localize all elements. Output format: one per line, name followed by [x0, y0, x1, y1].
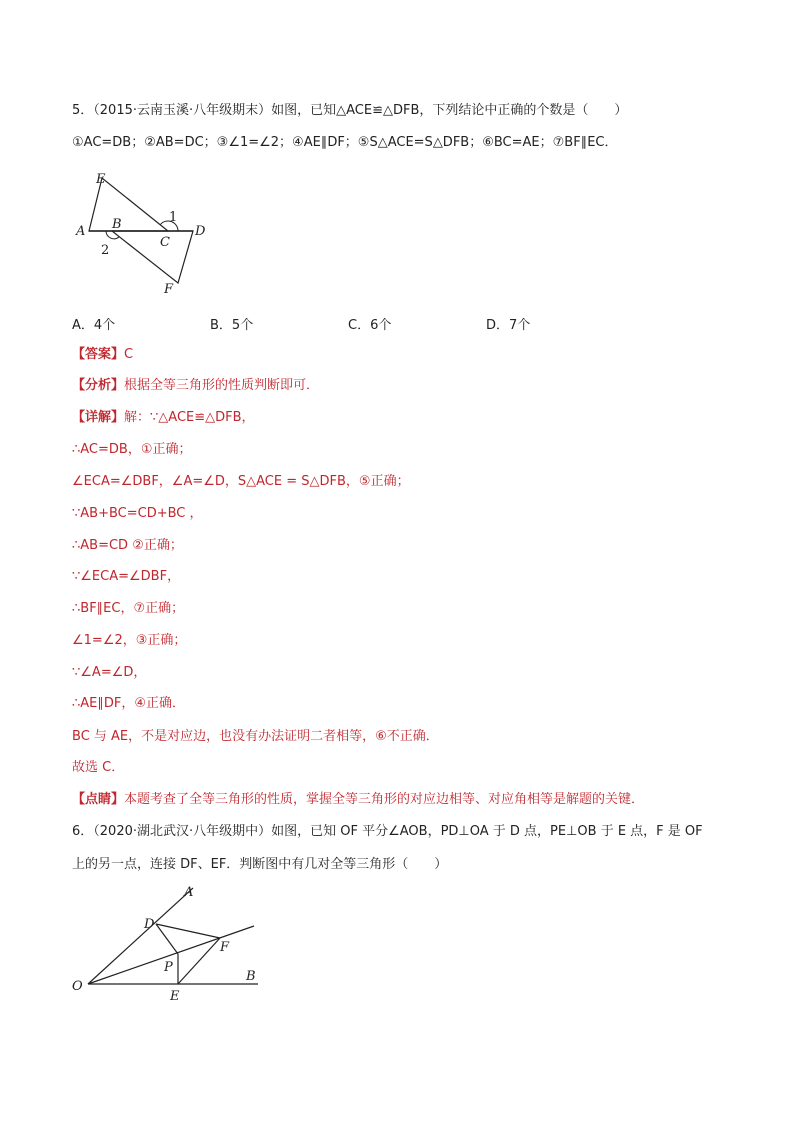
q5-detail-11: 故选 C． — [72, 760, 125, 775]
q5-option-c: C．6个 — [348, 318, 392, 333]
analysis-tag: 【分析】 — [72, 378, 125, 393]
q5-detail-10: BC 与 AE，不是对应边，也没有办法证明二者相等，⑥不正确． — [72, 729, 439, 744]
q6-figure — [68, 880, 268, 1005]
q5-detail-0 — [72, 408, 255, 428]
answer-tag: 【答案】 — [72, 347, 125, 362]
q6-label-E: E — [170, 989, 180, 1004]
q6-label-D: D — [144, 917, 155, 932]
q5-detail-8: ∵∠A=∠D， — [72, 665, 147, 680]
q5-label-F: F — [164, 282, 174, 297]
q6-label-P: P — [164, 960, 173, 975]
q5-option-a: A．4个 — [72, 318, 116, 333]
comment-tag: 【点睛】 — [72, 792, 125, 807]
q5-answer — [72, 345, 133, 365]
q6-label-F: F — [220, 940, 230, 955]
q5-detail-5: ∵∠ECA=∠DBF， — [72, 569, 181, 584]
q5-detail-1: ∴AC=DB，①正确； — [72, 442, 192, 457]
q5-option-d: D．7个 — [486, 318, 531, 333]
q5-option-b: B．5个 — [210, 318, 254, 333]
analysis-text: 根据全等三角形的性质判断即可． — [124, 378, 320, 393]
answer-value: C — [124, 347, 134, 362]
q5-conditions: ①AC=DB；②AB=DC；③∠1=∠2；④AE∥DF；⑤S△ACE=S△DFB；⑥BC=AE；⑦BF∥EC． — [72, 135, 618, 150]
q5-detail-3: ∵AB+BC=CD+BC ， — [72, 506, 203, 521]
q6-label-A: A — [184, 885, 194, 900]
q5-detail-6: ∴BF∥EC，⑦正确； — [72, 601, 185, 616]
q5-label-C: C — [160, 235, 170, 250]
q5-label-E: E — [96, 172, 106, 187]
q5-detail-7: ∠1=∠2，③正确； — [72, 633, 187, 648]
q5-stem: 5．（2015·云南玉溪·八年级期末）如图，已知△ACE≌△DFB，下列结论中正确的个数是（ ） — [72, 103, 628, 118]
q5-detail-4: ∴AB=CD ②正确； — [72, 538, 183, 553]
q6-label-O: O — [72, 979, 83, 994]
q5-analysis — [72, 376, 319, 396]
q5-comment — [72, 790, 644, 810]
q6-stem-line2: 上的另一点，连接 DF、EF．判断图中有几对全等三角形（ ） — [72, 857, 448, 872]
detail-line: 解：∵△ACE≌△DFB， — [124, 410, 255, 425]
q5-detail-9: ∴AE∥DF，④正确． — [72, 696, 186, 711]
comment-text: 本题考查了全等三角形的性质，掌握全等三角形的对应边相等、对应角相等是解题的关键． — [124, 792, 645, 807]
q5-figure — [72, 168, 212, 298]
q6-label-B: B — [246, 969, 256, 984]
q5-detail-2: ∠ECA=∠DBF，∠A=∠D，S△ACE = S△DFB，⑤正确； — [72, 474, 410, 489]
detail-tag: 【详解】 — [72, 410, 125, 425]
q5-label-1: 1 — [169, 210, 178, 225]
q5-label-A: A — [76, 224, 86, 239]
q5-label-2: 2 — [101, 243, 110, 258]
q5-label-B: B — [112, 217, 122, 232]
q5-label-D: D — [195, 224, 206, 239]
q6-stem-line1: 6．（2020·湖北武汉·八年级期中）如图，已知 OF 平分∠AOB，PD⊥OA 于 D 点，PE⊥OB 于 E 点，F 是 OF — [72, 824, 703, 839]
